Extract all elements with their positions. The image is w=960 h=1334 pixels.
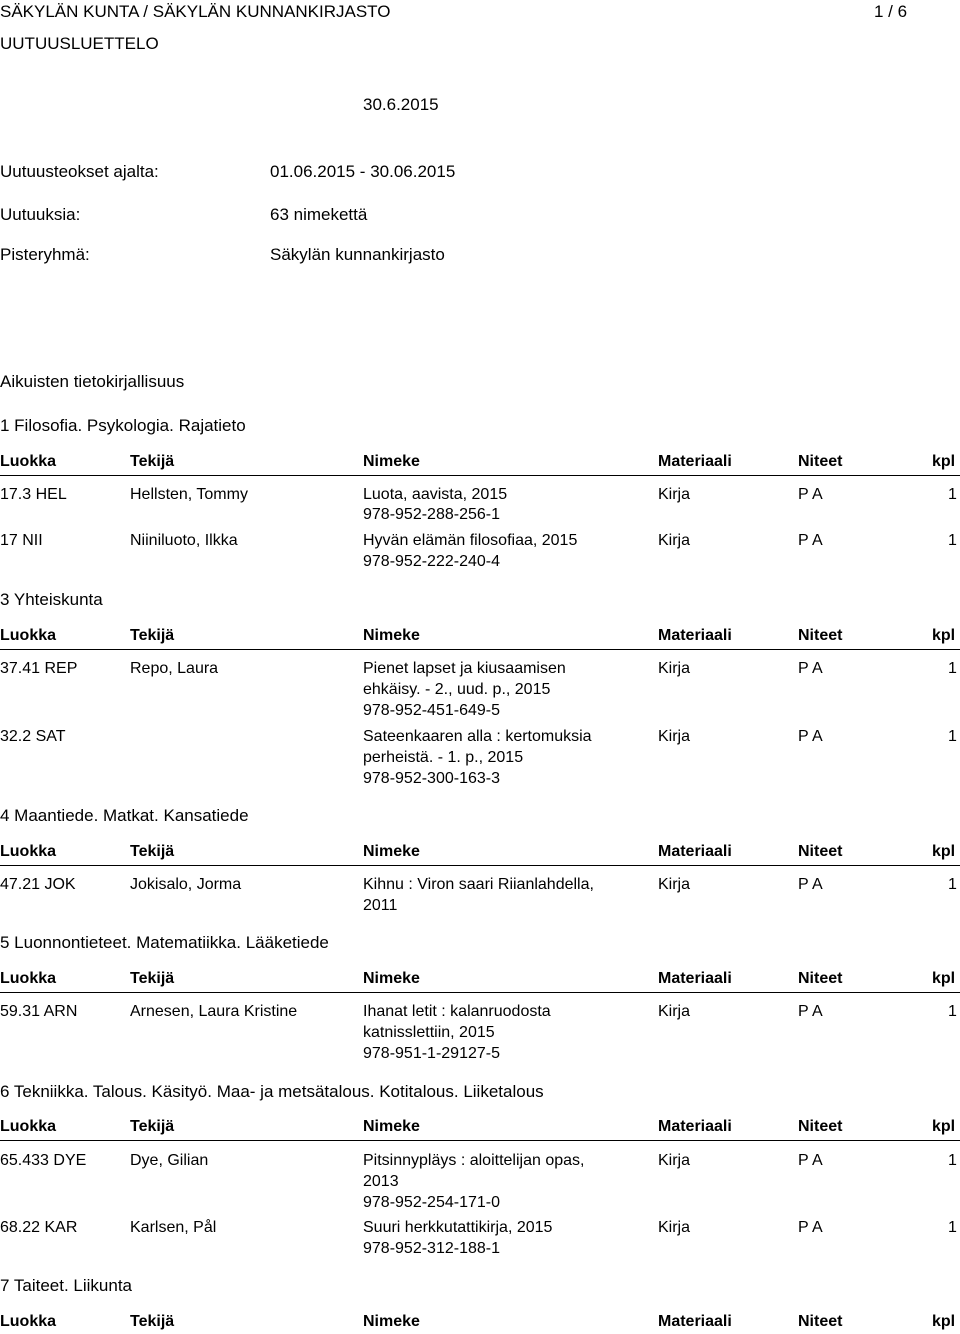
row-luokka: 32.2 SAT [0, 728, 66, 745]
row-luokka: 47.21 JOK [0, 876, 76, 893]
meta-group-label: Pisteryhmä: [0, 245, 90, 264]
row-nimeke: 2013 [363, 1173, 399, 1190]
col-nimeke: Nimeke [363, 970, 420, 987]
row-kpl: 1 [948, 876, 957, 893]
col-nimeke: Nimeke [363, 843, 420, 860]
row-materiaali: Kirja [658, 486, 691, 503]
row-isbn: 978-952-300-163-3 [363, 770, 500, 787]
row-isbn: 978-952-288-256-1 [363, 506, 500, 523]
col-nimeke: Nimeke [363, 1313, 420, 1330]
row-tekija: Repo, Laura [130, 660, 219, 677]
row-niteet: P A [798, 1003, 823, 1020]
row-niteet: P A [798, 660, 823, 677]
col-tekija: Tekijä [130, 453, 175, 470]
col-niteet: Niteet [798, 970, 843, 987]
header-divider [0, 475, 960, 476]
meta-group-value: Säkylän kunnankirjasto [270, 245, 445, 264]
col-niteet: Niteet [798, 627, 843, 644]
col-tekija: Tekijä [130, 1118, 175, 1135]
row-materiaali: Kirja [658, 1152, 691, 1169]
header-divider [0, 992, 960, 993]
row-materiaali: Kirja [658, 1003, 691, 1020]
section-title: 7 Taiteet. Liikunta [0, 1276, 132, 1295]
row-nimeke: Kihnu : Viron saari Riianlahdella, [363, 876, 594, 893]
meta-count-value: 63 nimekettä [270, 205, 368, 224]
row-materiaali: Kirja [658, 532, 691, 549]
col-luokka: Luokka [0, 1118, 57, 1135]
col-kpl: kpl [932, 970, 956, 987]
row-niteet: P A [798, 1219, 823, 1236]
row-niteet: P A [798, 728, 823, 745]
col-materiaali: Materiaali [658, 970, 732, 987]
document-title: UUTUUSLUETTELO [0, 34, 159, 53]
row-isbn: 978-952-312-188-1 [363, 1240, 500, 1257]
col-tekija: Tekijä [130, 970, 175, 987]
row-tekija: Dye, Gilian [130, 1152, 209, 1169]
row-kpl: 1 [948, 532, 957, 549]
row-isbn: 978-952-222-240-4 [363, 553, 500, 570]
row-tekija: Arnesen, Laura Kristine [130, 1003, 298, 1020]
row-kpl: 1 [948, 486, 957, 503]
col-kpl: kpl [932, 843, 956, 860]
col-kpl: kpl [932, 1118, 956, 1135]
col-niteet: Niteet [798, 843, 843, 860]
row-kpl: 1 [948, 728, 957, 745]
section-title: 4 Maantiede. Matkat. Kansatiede [0, 806, 249, 825]
row-luokka: 59.31 ARN [0, 1003, 78, 1020]
col-nimeke: Nimeke [363, 1118, 420, 1135]
row-tekija: Jokisalo, Jorma [130, 876, 242, 893]
header-divider [0, 865, 960, 866]
header-divider [0, 1140, 960, 1141]
row-niteet: P A [798, 1152, 823, 1169]
row-isbn: 978-952-451-649-5 [363, 702, 500, 719]
section-title: 6 Tekniikka. Talous. Käsityö. Maa- ja metsätalous. Kotitalous. Liiketalous [0, 1082, 544, 1101]
row-niteet: P A [798, 876, 823, 893]
row-nimeke: ehkäisy. - 2., uud. p., 2015 [363, 681, 551, 698]
row-nimeke: katnisslettiin, 2015 [363, 1024, 495, 1041]
section-title: 3 Yhteiskunta [0, 590, 103, 609]
col-materiaali: Materiaali [658, 627, 732, 644]
col-tekija: Tekijä [130, 843, 175, 860]
row-materiaali: Kirja [658, 1219, 691, 1236]
row-luokka: 37.41 REP [0, 660, 78, 677]
row-nimeke: Luota, aavista, 2015 [363, 486, 508, 503]
row-isbn: 978-951-1-29127-5 [363, 1045, 500, 1062]
row-luokka: 65.433 DYE [0, 1152, 87, 1169]
row-nimeke: Suuri herkkutattikirja, 2015 [363, 1219, 553, 1236]
meta-period-value: 01.06.2015 - 30.06.2015 [270, 162, 456, 181]
col-kpl: kpl [932, 453, 956, 470]
row-tekija: Karlsen, Pål [130, 1219, 217, 1236]
row-nimeke: 2011 [363, 897, 398, 914]
col-niteet: Niteet [798, 1313, 843, 1330]
org-name: SÄKYLÄN KUNTA / SÄKYLÄN KUNNANKIRJASTO [0, 2, 391, 21]
col-materiaali: Materiaali [658, 1118, 732, 1135]
header-divider [0, 649, 960, 650]
col-luokka: Luokka [0, 843, 57, 860]
col-niteet: Niteet [798, 1118, 843, 1135]
col-nimeke: Nimeke [363, 453, 420, 470]
col-kpl: kpl [932, 1313, 956, 1330]
meta-period-label: Uutuusteokset ajalta: [0, 162, 159, 181]
row-kpl: 1 [948, 1219, 957, 1236]
row-luokka: 17.3 HEL [0, 486, 67, 503]
row-niteet: P A [798, 532, 823, 549]
col-materiaali: Materiaali [658, 843, 732, 860]
col-materiaali: Materiaali [658, 1313, 732, 1330]
col-kpl: kpl [932, 627, 956, 644]
row-materiaali: Kirja [658, 728, 691, 745]
main-heading: Aikuisten tietokirjallisuus [0, 372, 185, 391]
report-date: 30.6.2015 [363, 95, 439, 114]
col-nimeke: Nimeke [363, 627, 420, 644]
row-tekija: Hellsten, Tommy [130, 486, 248, 503]
col-tekija: Tekijä [130, 627, 175, 644]
col-niteet: Niteet [798, 453, 843, 470]
row-tekija: Niiniluoto, Ilkka [130, 532, 238, 549]
row-nimeke: perheistä. - 1. p., 2015 [363, 749, 524, 766]
col-materiaali: Materiaali [658, 453, 732, 470]
row-nimeke: Sateenkaaren alla : kertomuksia [363, 728, 592, 745]
row-nimeke: Ihanat letit : kalanruodosta [363, 1003, 551, 1020]
row-materiaali: Kirja [658, 660, 691, 677]
col-luokka: Luokka [0, 970, 57, 987]
section-title: 1 Filosofia. Psykologia. Rajatieto [0, 416, 246, 435]
row-niteet: P A [798, 486, 823, 503]
row-materiaali: Kirja [658, 876, 691, 893]
row-kpl: 1 [948, 660, 957, 677]
section-title: 5 Luonnontieteet. Matematiikka. Lääketiede [0, 933, 329, 952]
row-nimeke: Hyvän elämän filosofiaa, 2015 [363, 532, 578, 549]
col-luokka: Luokka [0, 453, 57, 470]
meta-count-label: Uutuuksia: [0, 205, 81, 224]
row-nimeke: Pitsinnypläys : aloittelijan opas, [363, 1152, 585, 1169]
row-kpl: 1 [948, 1003, 957, 1020]
row-isbn: 978-952-254-171-0 [363, 1194, 500, 1211]
row-kpl: 1 [948, 1152, 957, 1169]
col-luokka: Luokka [0, 627, 57, 644]
col-tekija: Tekijä [130, 1313, 175, 1330]
row-nimeke: Pienet lapset ja kiusaamisen [363, 660, 566, 677]
row-luokka: 17 NII [0, 532, 43, 549]
col-luokka: Luokka [0, 1313, 57, 1330]
row-luokka: 68.22 KAR [0, 1219, 78, 1236]
page-number: 1 / 6 [874, 2, 908, 21]
